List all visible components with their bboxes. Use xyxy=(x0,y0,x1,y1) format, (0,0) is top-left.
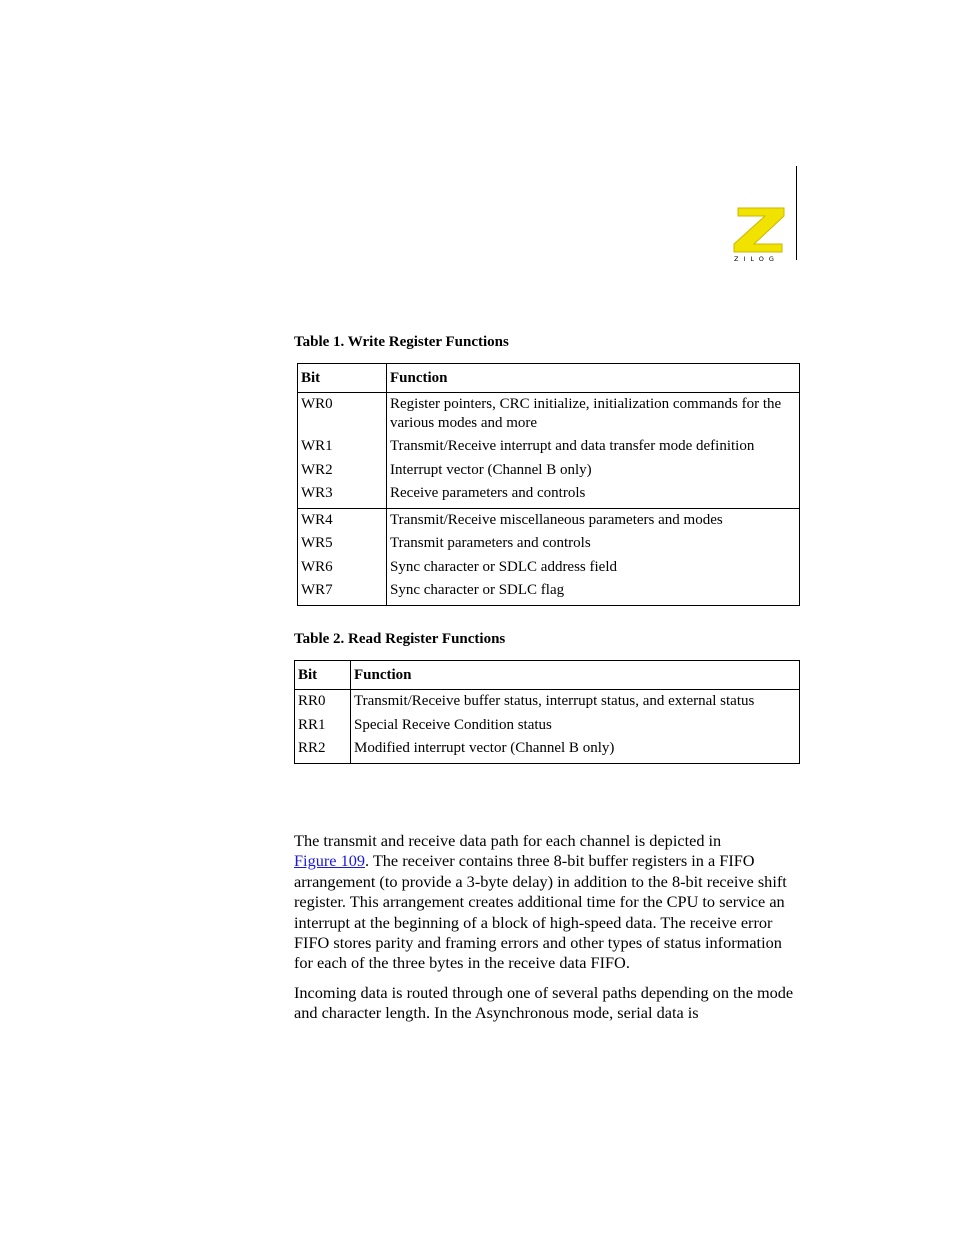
table2-function-cell: Special Receive Condition status xyxy=(354,716,552,733)
logo-wordmark: ZILOG xyxy=(734,255,779,262)
table1-bit-cell: WR6 xyxy=(298,558,387,582)
logo-z-mark xyxy=(734,208,784,252)
write-register-table xyxy=(297,363,800,606)
table2-bit-cell: RR0 xyxy=(295,690,351,716)
table-row xyxy=(295,690,800,716)
table2-bit-cell: RR2 xyxy=(295,739,351,763)
header-rule xyxy=(796,166,797,260)
table1-bit-cell: WR5 xyxy=(298,534,387,558)
table2-bit-cell: RR1 xyxy=(295,716,351,740)
table2-function-cell: Modified interrupt vector (Channel B only) xyxy=(354,740,615,756)
table1-bit-cell: WR0 xyxy=(298,393,387,438)
figure-109-link[interactable]: Figure 109 xyxy=(294,851,365,871)
paragraph-incoming-data: Incoming data is routed through one of several paths depending on the mode and character length. In the Asynchronous mode, serial data is xyxy=(294,983,794,1023)
paragraph-data-path xyxy=(294,831,800,974)
table-row xyxy=(298,437,800,461)
table1-function-cell: Transmit/Receive miscellaneous parameters and modes xyxy=(390,511,723,528)
table2-header-function: Function xyxy=(351,661,800,690)
paragraph1-rest: . The receiver contains three 8-bit buffer registers in a FIFO arrangement (to provide a 3-byte delay) in addition to the 8-bit receive shift register. This arrangement creates additional time for the CPU to service an interrupt at the beginning of a block of high-speed data. The receive error FIFO stores parity and framing errors and other types of status information for each of the three bytes in the receive data FIFO. xyxy=(294,851,787,973)
table-row xyxy=(295,716,800,740)
table1-function-cell: Transmit/Receive interrupt and data transfer mode definition xyxy=(390,438,755,454)
paragraph1-intro: The transmit and receive data path for each channel is depicted in xyxy=(294,831,722,850)
table1-header-bit: Bit xyxy=(298,364,387,393)
table2-header-bit: Bit xyxy=(295,661,351,690)
table-row xyxy=(295,739,800,763)
table-row xyxy=(298,461,800,485)
table1-function-cell: Register pointers, CRC initialize, initialization commands for the various modes and more xyxy=(390,396,782,431)
table-row xyxy=(298,558,800,582)
read-register-table xyxy=(294,660,800,764)
table-row xyxy=(298,534,800,558)
table2-function-cell: Transmit/Receive buffer status, interrupt status, and external status xyxy=(354,693,755,709)
table1-bit-cell: WR3 xyxy=(298,484,387,508)
table1-header-function: Function xyxy=(387,364,800,393)
table-row xyxy=(298,581,800,605)
table1-bit-cell: WR2 xyxy=(298,461,387,485)
table1-function-cell: Interrupt vector (Channel B only) xyxy=(390,461,592,478)
table1-function-cell: Sync character or SDLC flag xyxy=(390,582,565,598)
table1-bit-cell: WR7 xyxy=(298,581,387,605)
table1-function-cell: Transmit parameters and controls xyxy=(390,535,591,551)
table1-function-cell: Receive parameters and controls xyxy=(387,484,800,508)
table1-bit-cell: WR1 xyxy=(298,437,387,461)
zilog-logo xyxy=(732,204,788,262)
table-row xyxy=(298,508,800,534)
table1-function-cell: Sync character or SDLC address field xyxy=(390,558,618,575)
table-row xyxy=(298,484,800,508)
table2-caption: Table 2. Read Register Functions xyxy=(294,631,506,647)
table-row xyxy=(298,393,800,438)
table1-caption: Table 1. Write Register Functions xyxy=(294,334,509,350)
table1-bit-cell: WR4 xyxy=(298,508,387,534)
